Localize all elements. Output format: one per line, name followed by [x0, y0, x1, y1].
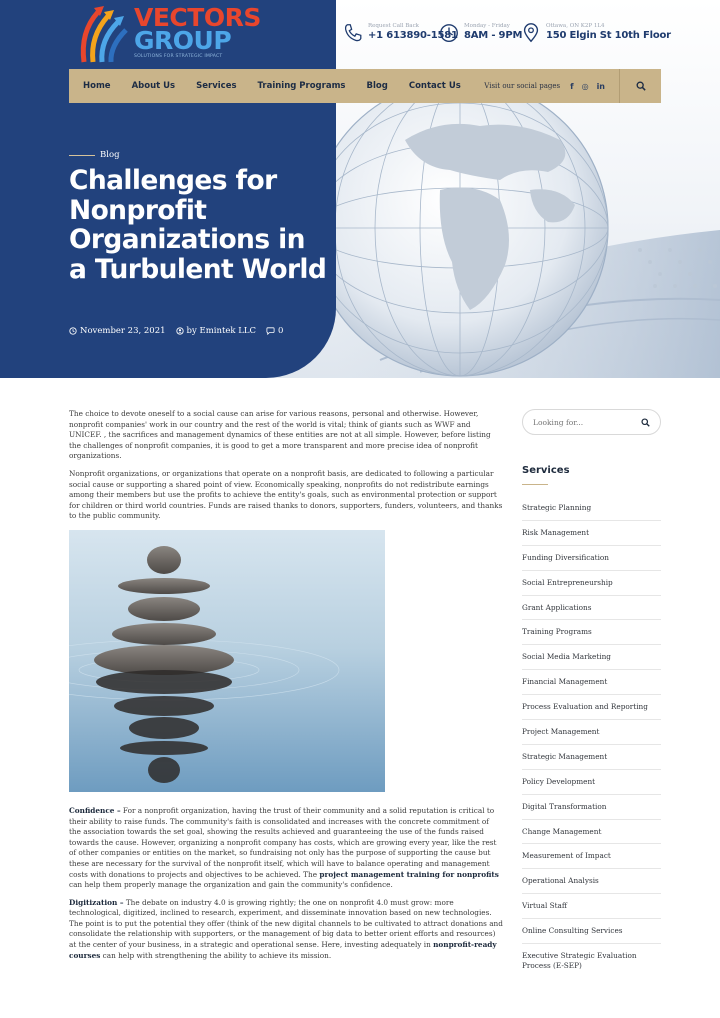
page-title: Challenges for Nonprofit Organizations in a Turbulent World [69, 165, 327, 285]
confidence-text: For a nonprofit organization, having the trust of their community and a solid reputation is critical to their ability to raise funds. The community's faith is consolidated and increases with the concrete commitment of the association towards the set goal, showing the results achieved and guaranteeing the use of the funds raised towards the cause. However, organizing a nonprofit company has costs, which are growing every year, like the rest of other companies or entities on the market, so fundraising not only has the purpose of supporting the cause but these are necessary for the survival of the nonprofit itself, which will have to balance operating and management costs with donations to projects and objectives to be achieved. The [69, 805, 497, 879]
link-nonprofit-ready-courses[interactable]: nonprofit-ready courses [69, 940, 497, 960]
digitization-heading: Digitization – [69, 897, 124, 907]
contact-address-city: Ottawa, ON K2P 1L4 [546, 22, 605, 29]
nav-services[interactable]: Services [196, 81, 237, 91]
digitization-text-end: can help with strengthening the ability to achieve its mission. [100, 950, 332, 960]
contact-hours-value: 8AM - 9PM [464, 30, 523, 42]
map-pin-icon [520, 22, 542, 44]
article-paragraph-digitization [69, 898, 503, 962]
contact-callback-label: Request Call Back [368, 22, 419, 29]
contact-phone-number: +1 613890-1581 [368, 30, 458, 42]
logo-word-group: GROUP [134, 26, 232, 55]
confidence-text-end: can help them properly manage the organization and gain the community's confidence. [69, 880, 393, 890]
nav-contact-us[interactable]: Contact Us [408, 81, 461, 91]
social-label: Visit our social pages [484, 82, 561, 90]
service-link-virtual-staff[interactable]: Virtual Staff [522, 894, 661, 919]
linkedin-icon[interactable]: in [596, 81, 605, 91]
service-link-strategic-management[interactable]: Strategic Management [522, 745, 661, 770]
nav-training-programs[interactable]: Training Programs [257, 81, 346, 91]
logo-tagline: SOLUTIONS FOR STRATEGIC IMPACT [134, 54, 223, 59]
service-link-financial-management[interactable]: Financial Management [522, 670, 661, 695]
post-meta [69, 326, 293, 336]
user-icon [176, 327, 184, 335]
service-link-funding-diversification[interactable]: Funding Diversification [522, 546, 661, 571]
contact-address-street: 150 Elgin St 10th Floor [546, 30, 671, 42]
service-link-policy-development[interactable]: Policy Development [522, 770, 661, 795]
sidebar-services-list [522, 496, 661, 974]
post-author-text: by Emintek LLC [186, 326, 257, 336]
main-navigation [69, 69, 661, 103]
service-link-social-entrepreneurship[interactable]: Social Entrepreneurship [522, 571, 661, 596]
service-link-online-consulting[interactable]: Online Consulting Services [522, 919, 661, 944]
clock-icon [69, 327, 77, 335]
breadcrumb [69, 150, 120, 160]
post-comments[interactable] [266, 326, 283, 336]
post-date-text: November 23, 2021 [80, 326, 166, 336]
phone-icon [342, 22, 364, 44]
link-project-management-training[interactable]: project management training for nonprofits [319, 869, 499, 879]
digitization-text: The debate on industry 4.0 is growing rightly; the one on nonprofit 4.0 must grow: more technological, digitized, inclined to research, experiment, and disseminate innovation based on new technologies. The point is to put the potential they offer (think of the new digital channels to be cultivated to attract donations and consolidate the relationship with supporters, or the management of big data to better orient efforts and resources) at the center of your business, in a strategic and operational sense. Here, investing adequately in [69, 897, 503, 950]
hero-banner [0, 0, 720, 378]
instagram-icon[interactable]: ◎ [581, 81, 589, 91]
service-link-strategic-planning[interactable]: Strategic Planning [522, 496, 661, 521]
nav-blog[interactable]: Blog [366, 81, 388, 91]
contact-address[interactable] [520, 22, 671, 44]
logo-arrows-icon [76, 2, 134, 66]
service-link-digital-transformation[interactable]: Digital Transformation [522, 795, 661, 820]
service-link-risk-management[interactable]: Risk Management [522, 521, 661, 546]
post-comment-count: 0 [278, 326, 284, 336]
sidebar-services-heading: Services [522, 465, 570, 476]
breadcrumb-divider [69, 155, 95, 156]
brand-logo[interactable] [76, 2, 261, 66]
article-paragraph: The choice to devote oneself to a social cause can arise for various reasons, personal and otherwise. However, nonprofit companies' work in our country and the rest of the world is vital; think of giants such as WWF and UNICEF. , the sacrifices and management dynamics of these entities are not at all simple. However, before listing the challenges of nonprofit companies, it is good to get a more transparent and more precise idea of nonprofit organizations. [69, 409, 491, 461]
nav-home[interactable]: Home [83, 81, 111, 91]
nav-search-button[interactable] [619, 69, 661, 103]
article-paragraph-confidence [69, 806, 503, 891]
sidebar-search-input[interactable] [533, 418, 637, 427]
post-author[interactable] [176, 326, 257, 336]
service-link-project-management[interactable]: Project Management [522, 720, 661, 745]
comment-icon [266, 327, 275, 335]
clock-icon [438, 22, 460, 44]
contact-hours [438, 22, 522, 44]
nav-about-us[interactable]: About Us [131, 81, 176, 91]
logo-word-vectors: VECTORS [134, 3, 261, 32]
service-link-grant-applications[interactable]: Grant Applications [522, 596, 661, 621]
service-link-change-management[interactable]: Change Management [522, 820, 661, 845]
service-link-social-media-marketing[interactable]: Social Media Marketing [522, 645, 661, 670]
stacked-stones-photo [69, 530, 385, 792]
facebook-icon[interactable]: f [570, 81, 574, 91]
service-link-measurement-of-impact[interactable]: Measurement of Impact [522, 844, 661, 869]
sidebar-search [522, 409, 661, 435]
sidebar-heading-divider [522, 484, 548, 485]
contact-hours-label: Monday - Friday [464, 22, 510, 29]
service-link-operational-analysis[interactable]: Operational Analysis [522, 869, 661, 894]
search-icon[interactable] [641, 418, 650, 427]
service-link-training-programs[interactable]: Training Programs [522, 620, 661, 645]
service-link-executive-evaluation[interactable]: Executive Strategic Evaluation Process (E-SEP) [522, 951, 637, 971]
breadcrumb-blog-link[interactable]: Blog [100, 150, 120, 160]
post-date [69, 326, 166, 336]
service-link-process-evaluation[interactable]: Process Evaluation and Reporting [522, 695, 661, 720]
article-body [69, 409, 503, 968]
confidence-heading: Confidence – [69, 805, 121, 815]
article-paragraph: Nonprofit organizations, or organizations that operate on a nonprofit basis, are dedicated to following a particular social cause or supporting a shared point of view. Economically speaking, nonprofits do not redistribute earnings among their members but use the profits to achieve the entity's goals, such as environmental protection or support for children or third world countries. Funds are raised thanks to donors, supporters, funders, volunteers, and thanks to the public community. [69, 468, 503, 521]
search-icon [636, 81, 646, 91]
